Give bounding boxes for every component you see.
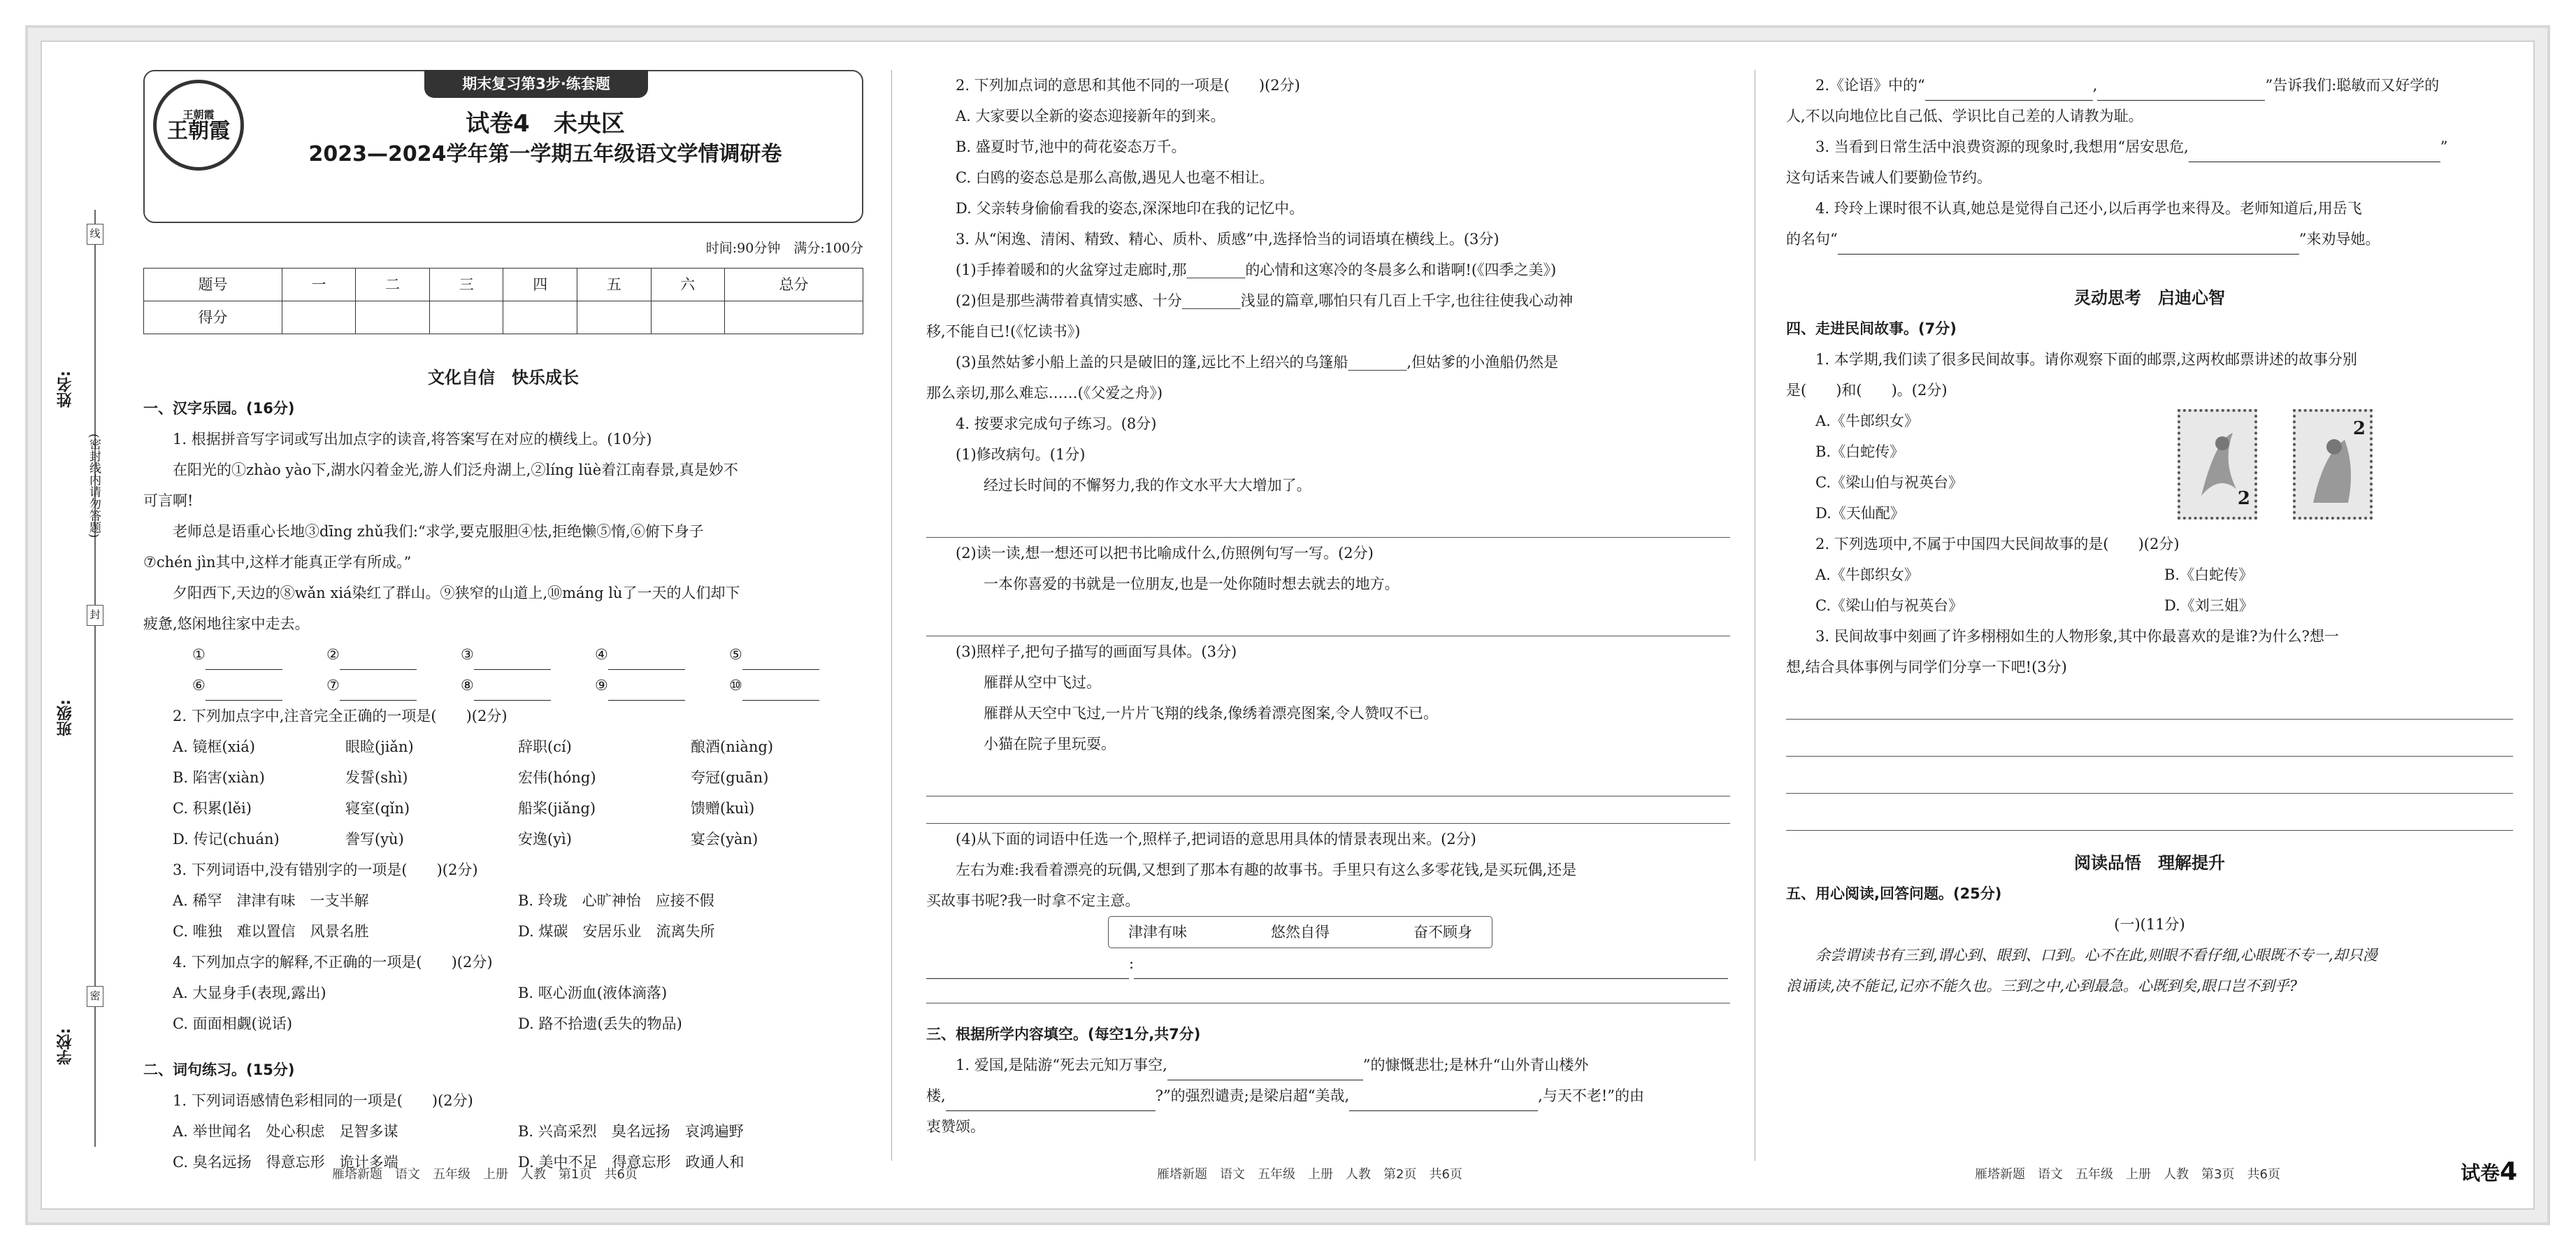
blank-number: ⑦ xyxy=(326,677,340,694)
passage-line: ⑦chén jìn其中,这样才能真正学有所成。” xyxy=(143,554,412,571)
section-theme: 阅读品悟 理解提升 xyxy=(2074,853,2225,873)
answer-line-row xyxy=(926,948,1730,979)
passage-line: 可言啊! xyxy=(143,492,194,509)
option: C. 白鸥的姿态总是那么高傲,遇见人也毫不相让。 xyxy=(956,169,1274,186)
question-text: (2)读一读,想一想还可以把书比喻成什么,仿照例句写一写。(2分) xyxy=(956,545,1374,562)
answer-blank[interactable] xyxy=(1925,79,2093,101)
question-text: (1)修改病句。(1分) xyxy=(956,446,1086,463)
fill-blank-line xyxy=(1786,224,2513,255)
section-heading: 二、词句练习。(15分) xyxy=(143,1061,295,1078)
blank-number: ③ xyxy=(461,646,474,663)
score-input[interactable] xyxy=(725,301,863,334)
answer-blank[interactable] xyxy=(461,639,595,670)
option: 誊写(yù) xyxy=(345,831,404,848)
question-text: 3. 民间故事中刻画了许多栩栩如生的人物形象,其中你最喜欢的是谁?为什么?想一 xyxy=(1815,628,2339,645)
question-text: 3. 当看到日常生活中浪费资源的现象时,我想用“居安思危, xyxy=(1815,138,2189,155)
option: 夸冠(guān) xyxy=(691,769,769,786)
question-text: 是( )和( )。(2分) xyxy=(1786,382,1948,399)
exam-header xyxy=(143,70,863,223)
word-box-row xyxy=(926,916,1730,948)
stamp-image-1 xyxy=(2178,409,2257,520)
reading-passage: 浪诵读,决不能记,记亦不能久也。三到之中,心到最急。心既到矣,眼口岂不到乎? xyxy=(1786,978,2297,994)
answer-blank[interactable] xyxy=(461,670,595,701)
question-text: 2. 下列加点词的意思和其他不同的一项是( )(2分) xyxy=(956,77,1300,94)
blank-number: ⑨ xyxy=(595,677,608,694)
question-text: 1. 爱国,是陆游“死去元知万事空, xyxy=(956,1057,1167,1073)
question-text: 1. 根据拼音写字词或写出加点字的读音,将答案写在对应的横线上。(10分) xyxy=(173,431,652,448)
option: 宴会(yàn) xyxy=(691,831,758,848)
option: 安逸(yì) xyxy=(518,831,572,848)
score-input[interactable] xyxy=(282,301,356,334)
sub-heading: (一)(11分) xyxy=(2114,916,2185,933)
question-text: 4. 按要求完成句子练习。(8分) xyxy=(956,415,1157,432)
option: 酿酒(niàng) xyxy=(691,738,774,755)
blank-number: ① xyxy=(192,646,206,663)
answer-blank[interactable] xyxy=(595,639,729,670)
brand-logo xyxy=(153,80,244,171)
question-text: 衷赞颂。 xyxy=(926,1118,985,1135)
score-input[interactable] xyxy=(577,301,652,334)
option: C. 面面相觑(说话) xyxy=(173,1015,293,1032)
option-row xyxy=(143,824,863,855)
passage-line: 夕阳西下,天边的⑧wǎn xiá染红了群山。⑨狭窄的山道上,⑩máng lù了一天的人们却下 xyxy=(173,585,740,601)
blank-number: ⑧ xyxy=(461,677,474,694)
option: C.《梁山伯与祝英台》 xyxy=(1815,597,1963,614)
answer-blank[interactable] xyxy=(926,957,1129,979)
fill-blank-line xyxy=(926,1080,1730,1111)
paper-tag: 试卷 xyxy=(2461,1161,2501,1185)
option: A. 大家要以全新的姿态迎接新年的到来。 xyxy=(956,108,1225,124)
option: D. 父亲转身偷偷看我的姿态,深深地印在我的记忆中。 xyxy=(956,200,1304,217)
reading-passage: 余尝谓读书有三到,谓心到、眼到、口到。心不在此,则眼不看仔细,心眼既不专一,却只漫 xyxy=(1815,947,2377,964)
page-column-2 xyxy=(926,70,1730,1142)
option: D.《天仙配》 xyxy=(1815,505,1905,522)
answer-blank[interactable] xyxy=(1167,1059,1363,1080)
score-input[interactable] xyxy=(356,301,430,334)
question-text: 想,结合具体事例与同学们分享一下吧!(3分) xyxy=(1786,659,2067,675)
option: C. 臭名远扬 得意忘形 诡计多端 xyxy=(173,1154,398,1171)
word-box xyxy=(1108,916,1492,948)
blank-number: ④ xyxy=(595,646,608,663)
score-cell: 题号 xyxy=(144,269,282,301)
page-footer: 雁塔新题 语文 五年级 上册 人教 第3页 共6页 xyxy=(1975,1167,2280,1182)
example-sentence: 左右为难:我看着漂亮的玩偶,又想到了那本有趣的故事书。手里只有这么多零花钱,是买玩偶,还是 xyxy=(956,862,1577,878)
score-label: 得分 xyxy=(144,301,282,334)
answer-blank[interactable] xyxy=(1838,233,2299,255)
section-theme: 灵动思考 启迪心智 xyxy=(2074,288,2225,308)
option: 发誓(shì) xyxy=(345,769,408,786)
question-text: 1. 本学期,我们读了很多民间故事。请你观察下面的邮票,这两枚邮票讲述的故事分别 xyxy=(1815,351,2358,368)
question-text: 1. 下列词语感情色彩相同的一项是( )(2分) xyxy=(173,1092,473,1109)
blank-number: ⑩ xyxy=(729,677,742,694)
question-text: (3)虽然姑爹小船上盖的只是破旧的篷,远比不上绍兴的乌篷船________,但姑爹的小渔船仍然是 xyxy=(956,354,1559,371)
question-text: ?”的强烈谴责;是梁启超“美哉, xyxy=(1155,1087,1350,1104)
option: 寝室(qǐn) xyxy=(345,800,410,817)
fill-blank-line xyxy=(1786,131,2513,162)
exam-subtitle: 2023—2024学年第一学期五年级语文学情调研卷 xyxy=(308,142,782,166)
fill-blank-line xyxy=(1786,70,2513,101)
answer-blanks-row-2 xyxy=(143,670,863,701)
name-label: 姓名: xyxy=(57,371,74,408)
passage-line: 在阳光的①zhào yào下,湖水闪着金光,游人们泛舟湖上,②líng lüè着江南春景,真是妙不 xyxy=(173,462,738,478)
option-row xyxy=(143,885,863,916)
answer-blank[interactable] xyxy=(192,639,326,670)
option: D. 路不拾遗(丢失的物品) xyxy=(518,1015,682,1032)
answer-blanks-row-1 xyxy=(143,639,863,670)
option: B. 玲珑 心旷神怡 应接不假 xyxy=(518,892,714,909)
score-header-row xyxy=(144,269,863,301)
example-sentence: 买故事书呢?我一时拿不定主意。 xyxy=(926,892,1140,909)
score-cell: 总分 xyxy=(725,269,863,301)
example-sentence: 雁群从空中飞过。 xyxy=(984,674,1101,691)
option: D. 煤碳 安居乐业 流离失所 xyxy=(518,923,715,940)
page-column-1 xyxy=(143,70,863,1178)
answer-blank[interactable] xyxy=(729,670,863,701)
answer-line[interactable] xyxy=(1786,720,2513,757)
page-footer: 雁塔新题 语文 五年级 上册 人教 第2页 共6页 xyxy=(1157,1167,1462,1182)
question-text: 那么亲切,那么难忘……(《父爱之舟》) xyxy=(926,385,1163,401)
answer-line[interactable] xyxy=(926,979,1730,1003)
stamp-value: 2 xyxy=(2237,488,2250,509)
logo-text: 王朝霞 xyxy=(167,119,230,143)
option: C. 积累(lěi) xyxy=(173,800,252,817)
section-heading: 五、用心阅读,回答问题。(25分) xyxy=(1786,885,2002,902)
question-text: 这句话来告诫人们要勤俭节约。 xyxy=(1786,169,1992,186)
score-table xyxy=(143,268,863,334)
question-text: 4. 玲玲上课时很不认真,她总是觉得自己还小,以后再学也来得及。老师知道后,用岳飞 xyxy=(1815,200,2362,217)
question-text: 4. 下列加点字的解释,不正确的一项是( )(2分) xyxy=(173,954,493,971)
answer-blank[interactable] xyxy=(2189,141,2440,162)
answer-line[interactable] xyxy=(926,759,1730,796)
colon: : xyxy=(1129,955,1135,972)
option: A. 镜框(xiá) xyxy=(173,738,255,755)
word-option: 悠然自得 xyxy=(1271,924,1330,941)
score-cell: 二 xyxy=(356,269,430,301)
question-text: ”告诉我们:聪敏而又好学的 xyxy=(2265,77,2440,94)
option: B. 陷害(xiàn) xyxy=(173,769,265,786)
question-text: ” xyxy=(2440,138,2448,155)
question-text: ”的慷慨悲壮;是林升“山外青山楼外 xyxy=(1362,1057,1589,1073)
option: B. 兴高采烈 臭名远扬 哀鸿遍野 xyxy=(518,1123,744,1140)
stamp-value: 2 xyxy=(2352,418,2366,439)
option: 船桨(jiǎng) xyxy=(518,800,596,817)
option: A. 稀罕 津津有味 一支半解 xyxy=(173,892,369,909)
answer-line[interactable] xyxy=(926,501,1730,538)
answer-line[interactable] xyxy=(926,599,1730,636)
seal-mark-1: 线 xyxy=(87,224,103,245)
question-text: ”来劝导她。 xyxy=(2298,231,2380,248)
seal-sidebar xyxy=(56,210,126,1189)
score-cell: 三 xyxy=(429,269,503,301)
question-text: 楼, xyxy=(926,1087,946,1104)
seal-mark-3: 密 xyxy=(87,986,103,1007)
score-cell: 四 xyxy=(503,269,577,301)
option: D. 美中不足 得意忘形 政通人和 xyxy=(518,1154,744,1171)
example-sentence: 一本你喜爱的书就是一位朋友,也是一处你随时想去就去的地方。 xyxy=(984,576,1399,592)
option: A.《牛郎织女》 xyxy=(1815,566,1919,583)
option-row xyxy=(143,1116,863,1147)
option: 宏伟(hóng) xyxy=(518,769,596,786)
stamp-question-block xyxy=(1786,406,2513,529)
option: B. 盛夏时节,池中的荷花姿态万千。 xyxy=(956,138,1186,155)
option: C.《梁山伯与祝英台》 xyxy=(1815,474,1963,491)
question-text: 的名句“ xyxy=(1786,231,1838,248)
question-text: (1)手捧着暖和的火盆穿过走廊时,那________的心情和这寒冷的冬晨多么和谐啊!(《四季之美》) xyxy=(956,262,1557,278)
option: A.《牛郎织女》 xyxy=(1815,413,1919,429)
option-row xyxy=(143,731,863,762)
answer-blank[interactable] xyxy=(1349,1089,1538,1111)
blank-number: ⑤ xyxy=(729,646,742,663)
paper-number: 4 xyxy=(2500,1157,2518,1186)
passage-line: 老师总是语重心长地③dīng zhǔ我们:“求学,要克服胆④怯,拒绝懒⑤惰,⑥俯下身子 xyxy=(173,523,704,540)
exam-title-block xyxy=(243,108,848,169)
page-column-3 xyxy=(1786,70,2513,1001)
option-row xyxy=(1786,590,2513,621)
score-cell: 六 xyxy=(651,269,725,301)
answer-line[interactable] xyxy=(1786,757,2513,794)
answer-blank[interactable] xyxy=(595,670,729,701)
example-sentence: 小猫在院子里玩耍。 xyxy=(984,736,1116,752)
question-text: 3. 下列词语中,没有错别字的一项是( )(2分) xyxy=(173,862,478,878)
school-label: 学校: xyxy=(57,1028,74,1065)
answer-blank[interactable] xyxy=(192,670,326,701)
option: A. 大显身手(表现,露出) xyxy=(173,985,326,1001)
page-footer: 雁塔新题 语文 五年级 上册 人教 第1页 共6页 xyxy=(332,1167,638,1182)
answer-line[interactable] xyxy=(926,796,1730,824)
question-text: 2. 下列加点字中,注音完全正确的一项是( )(2分) xyxy=(173,708,508,724)
option: B.《白蛇传》 xyxy=(1815,443,1905,460)
question-text: ,与天不老!”的由 xyxy=(1538,1087,1645,1104)
option-row xyxy=(143,978,863,1008)
fill-blank-line xyxy=(926,1050,1730,1080)
word-option: 津津有味 xyxy=(1128,924,1187,941)
question-text: 移,不能自已!(《忆读书》) xyxy=(926,323,1081,340)
option: 馈赠(kuì) xyxy=(691,800,755,817)
option: B. 呕心沥血(液体滴落) xyxy=(518,985,668,1001)
score-cell: 五 xyxy=(577,269,652,301)
score-input[interactable] xyxy=(429,301,503,334)
option: 辞职(cí) xyxy=(518,738,572,755)
score-value-row xyxy=(144,301,863,334)
option: D.《刘三姐》 xyxy=(2164,597,2254,614)
question-text: 2. 下列选项中,不属于中国四大民间故事的是( )(2分) xyxy=(1815,536,2180,552)
section-heading: 四、走进民间故事。(7分) xyxy=(1786,320,1957,337)
question-text: 3. 从“闲逸、清闲、精致、精心、质朴、质感”中,选择恰当的词语填在横线上。(3分) xyxy=(956,231,1499,248)
seal-note: (密封线内请勿答题) xyxy=(87,434,101,538)
passage-line: 疲惫,悠闲地往家中走去。 xyxy=(143,615,310,632)
answer-line[interactable] xyxy=(1786,794,2513,831)
score-input[interactable] xyxy=(651,301,725,334)
review-banner: 期末复习第3步·练套题 xyxy=(424,70,648,98)
logo-top-text: 王朝霞 xyxy=(182,108,215,121)
section-theme: 文化自信 快乐成长 xyxy=(428,368,579,387)
time-info: 时间:90分钟 满分:100分 xyxy=(705,241,863,256)
option: A. 举世闻名 处心积虑 足智多谋 xyxy=(173,1123,398,1140)
paper-number-tag xyxy=(2461,1157,2517,1186)
option-row xyxy=(143,793,863,824)
column-divider-1 xyxy=(891,70,892,1161)
blank-number: ⑥ xyxy=(192,677,206,694)
answer-blank[interactable] xyxy=(729,639,863,670)
section-heading: 三、根据所学内容填空。(每空1分,共7分) xyxy=(926,1026,1201,1043)
option-row xyxy=(143,762,863,793)
question-text: (2)但是那些满带着真情实感、十分________浅显的篇章,哪怕只有几百上千字,也往往使我心动神 xyxy=(956,292,1574,309)
option: 眼睑(jiǎn) xyxy=(345,738,414,755)
answer-blank[interactable] xyxy=(2097,79,2265,101)
option-row xyxy=(1786,559,2513,590)
section-heading: 一、汉字乐园。(16分) xyxy=(143,400,295,417)
example-sentence: 经过长时间的不懈努力,我的作文水平大大增加了。 xyxy=(984,477,1311,494)
option: C. 唯独 难以置信 风景名胜 xyxy=(173,923,369,940)
seal-mark-2: 封 xyxy=(87,605,103,626)
score-input[interactable] xyxy=(503,301,577,334)
option: D. 传记(chuán) xyxy=(173,831,280,848)
score-cell: 一 xyxy=(282,269,356,301)
answer-blank[interactable] xyxy=(946,1089,1156,1111)
stamp-image-2 xyxy=(2293,409,2373,520)
question-text: , xyxy=(2092,77,2098,94)
answer-blank[interactable] xyxy=(326,639,461,670)
answer-line[interactable] xyxy=(1786,682,2513,720)
question-text: 2.《论语》中的“ xyxy=(1815,77,1925,94)
option: B.《白蛇传》 xyxy=(2164,566,2254,583)
option-row xyxy=(143,1008,863,1039)
word-option: 奋不顾身 xyxy=(1413,924,1472,941)
blank-number: ② xyxy=(326,646,340,663)
question-text: (3)照样子,把句子描写的画面写具体。(3分) xyxy=(956,643,1237,660)
question-text: (4)从下面的词语中任选一个,照样子,把词语的意思用具体的情景表现出来。(2分) xyxy=(956,831,1476,848)
exam-title: 试卷4 未央区 xyxy=(466,110,625,138)
answer-blank[interactable] xyxy=(326,670,461,701)
option-row xyxy=(143,916,863,947)
class-label: 班级: xyxy=(57,699,74,736)
question-text: 人,不以向地位比自己低、学识比自己差的人请教为耻。 xyxy=(1786,108,2143,124)
answer-blank[interactable] xyxy=(1134,957,1728,979)
example-sentence: 雁群从天空中飞过,一片片飞翔的线条,像绣着漂亮图案,令人赞叹不已。 xyxy=(984,705,1439,722)
